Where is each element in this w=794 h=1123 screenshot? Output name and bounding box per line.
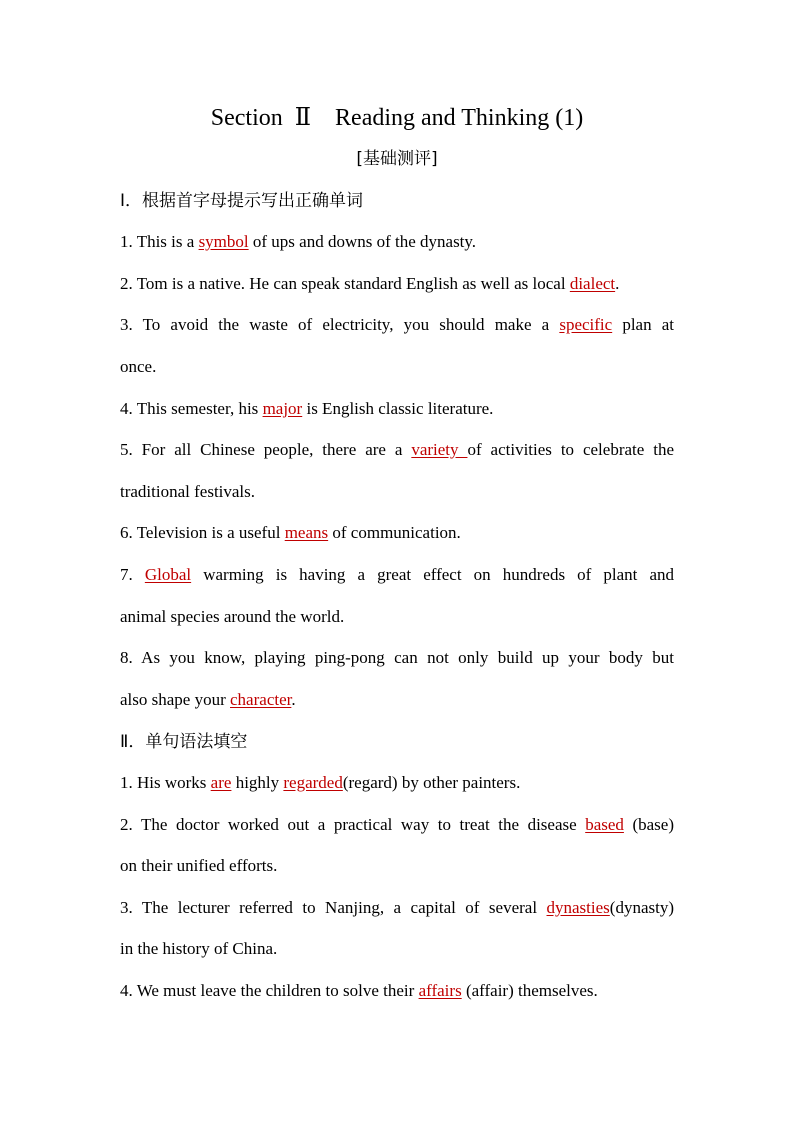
question-text: (affair) themselves.: [461, 981, 598, 1000]
question-text: is English classic literature.: [302, 399, 494, 418]
question-text: highly: [231, 773, 284, 792]
part1-heading: Ⅰ．根据首字母提示写出正确单词: [120, 191, 364, 211]
answer: specific: [559, 315, 613, 334]
answer: major: [262, 399, 303, 418]
question-text: (base): [623, 815, 674, 834]
answer: affairs: [418, 981, 462, 1000]
question-text: (regard) by other painters.: [342, 773, 521, 792]
part2-q2: [120, 812, 674, 838]
question-text: 4. We must leave the children to solve their: [120, 981, 419, 1000]
question-text: 6. Television is a useful: [120, 523, 285, 542]
part2-q1: [120, 770, 674, 796]
question-text: 1. His works: [120, 773, 211, 792]
part1-q3-continued: once.: [120, 357, 157, 376]
question-text: of activities to celebrate the: [467, 440, 674, 459]
question-text: (dynasty): [609, 898, 674, 917]
answer: means: [284, 523, 329, 542]
question-text: 3. The lecturer referred to Nanjing, a capital of several: [120, 898, 547, 917]
part2-q3: [120, 895, 674, 921]
part1-q5-continued: traditional festivals.: [120, 482, 256, 501]
question-text: .: [615, 274, 620, 293]
answer: are: [210, 773, 232, 792]
section-title: Section Ⅱ Reading and Thinking (1): [210, 105, 584, 131]
question-text: plan at: [612, 315, 674, 334]
part2-q3-continued: in the history of China.: [120, 939, 278, 958]
answer: regarded: [283, 773, 343, 792]
answer: dynasties: [546, 898, 610, 917]
part1-q1: [120, 229, 674, 255]
part2-q2-continued: on their unified efforts.: [120, 856, 278, 875]
question-text: 7.: [120, 565, 145, 584]
answer: Global: [144, 565, 192, 584]
question-text: 1. This is a: [120, 232, 199, 251]
answer: character: [230, 690, 292, 709]
question-text: 5. For all Chinese people, there are a: [120, 440, 412, 459]
part1-q8-continued: [120, 687, 674, 713]
section-subtitle: [基础测评]: [356, 149, 438, 169]
question-text: 4. This semester, his: [120, 399, 263, 418]
question-text: also shape your: [120, 690, 231, 709]
part1-q7: [120, 562, 674, 588]
question-text: warming is having a great effect on hundreds of plant and: [191, 565, 675, 584]
part2-heading: Ⅱ．单句语法填空: [120, 732, 248, 752]
part1-q8: 8. As you know, playing ping-pong can not only build up your body but: [120, 648, 674, 667]
question-text: of ups and downs of the dynasty.: [248, 232, 477, 251]
part1-q6: [120, 520, 674, 546]
answer: based: [585, 815, 624, 834]
answer: dialect: [569, 274, 616, 293]
part2-q4: [120, 978, 674, 1004]
part1-q7-continued: animal species around the world.: [120, 607, 345, 626]
part1-q3: [120, 312, 674, 338]
question-text: of communication.: [328, 523, 461, 542]
answer: variety: [411, 440, 468, 459]
question-text: .: [291, 690, 296, 709]
question-text: 2. The doctor worked out a practical way to treat the disease: [120, 815, 586, 834]
part1-q4: [120, 396, 674, 422]
question-text: 2. Tom is a native. He can speak standard English as well as local: [120, 274, 570, 293]
question-text: 3. To avoid the waste of electricity, you should make a: [120, 315, 560, 334]
part1-q2: [120, 271, 674, 297]
part1-q5: [120, 437, 674, 463]
answer: symbol: [198, 232, 249, 251]
